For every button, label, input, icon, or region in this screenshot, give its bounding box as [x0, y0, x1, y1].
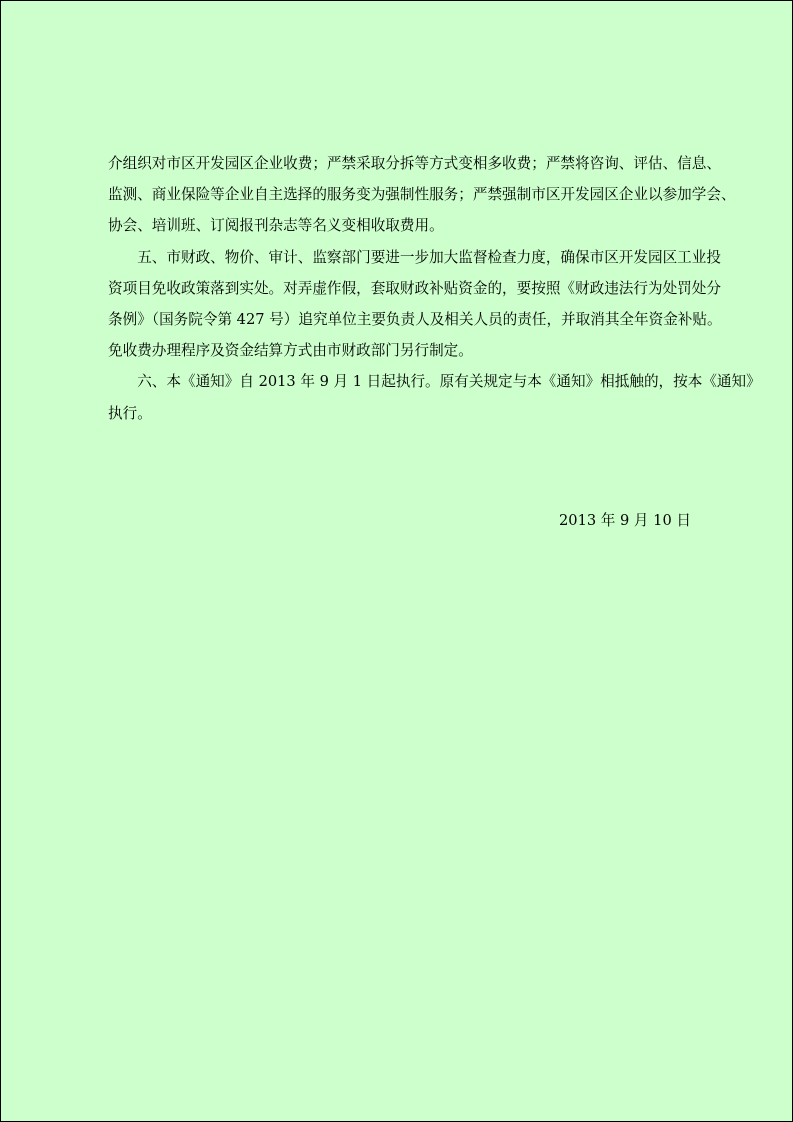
text-line: 六、本《通知》自 2013 年 9 月 1 日起执行。原有关规定与本《通知》相抵触的，按本《通知》 — [108, 373, 761, 391]
text-line: 执行。 — [108, 404, 152, 422]
text-line: 免收费办理程序及资金结算方式由市财政部门另行制定。 — [108, 342, 473, 360]
document-body — [108, 148, 761, 429]
paragraph-continued — [108, 148, 736, 242]
text-line: 资项目免收政策落到实处。对弄虚作假，套取财政补贴资金的，要按照《财政违法行为处罚处分 — [108, 279, 721, 297]
text-line: 监测、商业保险等企业自主选择的服务变为强制性服务；严禁强制市区开发园区企业以参加学会、 — [108, 186, 736, 204]
text-line: 五、市财政、物价、审计、监察部门要进一步加大监督检查力度，确保市区开发园区工业投 — [108, 248, 721, 266]
text-line: 协会、培训班、订阅报刊杂志等名义变相收取费用。 — [108, 217, 444, 235]
paragraph-five — [108, 242, 722, 367]
text-line: 介组织对市区开发园区企业收费；严禁采取分拆等方式变相多收费；严禁将咨询、评估、信息、 — [108, 155, 721, 172]
paragraph-six — [108, 366, 761, 428]
document-date: 2013 年 9 月 10 日 — [559, 512, 691, 529]
text-line: 条例》（国务院令第 427 号）追究单位主要负责人及相关人员的责任，并取消其全年资金补贴。 — [108, 310, 722, 328]
